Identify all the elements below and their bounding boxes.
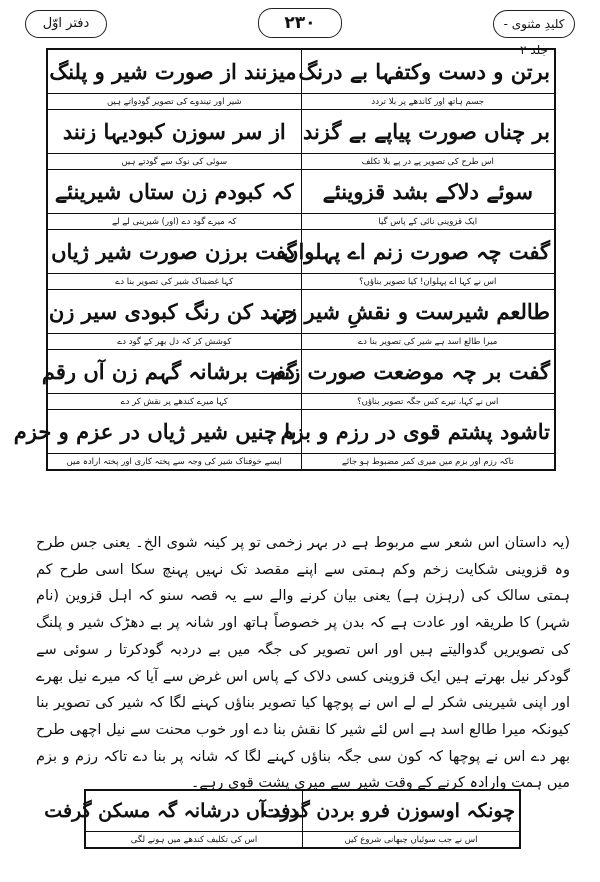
page-header <box>25 8 575 57</box>
verse-right: چونکہ اوسوزن فرو بردن گرفت <box>303 790 521 832</box>
bottom-verse-table <box>44 789 521 849</box>
verse-left: از سر سوزن کبودیہا زنند <box>47 110 301 154</box>
translation-left: شیر اور تیندوے کی تصویر گودواتے ہیں <box>47 94 301 110</box>
translation-right: اس طرح کی تصویر پے در پے بلا تکلف <box>301 154 555 170</box>
verse-left: میزنند از صورت شیر و پلنگ <box>47 49 301 94</box>
translation-left: کہا میرے کندھے پر نقش کر دے <box>47 394 301 410</box>
translation-left: ایسے خوفناک شیر کی وجہ سے پختہ کاری اور پختہ ارادہ میں <box>47 454 301 471</box>
translation-left: کہا غضبناک شیر کی تصویر بنا دے <box>47 274 301 290</box>
verse-table <box>13 48 556 471</box>
verse-right: طالعم شیرست و نقشِ شیر زن <box>301 290 555 334</box>
volume-label: دفتر اوّل <box>25 10 107 38</box>
translation-right: جسم ہاتھ اور کاندھے پر بلا تردد <box>301 94 555 110</box>
book-title: کلیدِ مثنوی - جلد ۲ <box>493 10 575 38</box>
translation-right: اس نے کہا، تیرے کس جگہ تصویر بناؤں؟ <box>301 394 555 410</box>
verse-right: سوئے دلاکے بشد قزوینئے <box>301 170 555 214</box>
translation-left: کوشش کر کہ دل بھر کے گود دے <box>47 334 301 350</box>
verse-right: بر چناں صورت پیاپے بے گزند <box>301 110 555 154</box>
verse-right: تاشود پشتم قوی در رزم و بزم <box>301 410 555 454</box>
translation-right: میرا طالع اسد ہے شیر کی تصویر بنا دے <box>301 334 555 350</box>
translation-left: اس کی تکلیف کندھے میں ہونے لگی <box>85 832 303 849</box>
verse-left: درد آں درشانہ گہ مسکن گرفت <box>85 790 303 832</box>
commentary-text <box>36 530 570 797</box>
verse-left: گفت برشانہ گہم زن آں رقم <box>47 350 301 394</box>
translation-right: اس نے کہا اے پہلوان! کیا تصویر بناؤں؟ <box>301 274 555 290</box>
translation-right: تاکہ رزم اور بزم میں میری کمر مضبوط ہو جائے <box>301 454 555 471</box>
verse-left: کہ کبودم زن ستاں شیرینئے <box>47 170 301 214</box>
verse-left: گفت برزن صورت شیر ژیاں <box>47 230 301 274</box>
page-number: ۲۳۰ <box>258 8 342 38</box>
translation-right: ایک قزوینی نائی کے پاس گیا <box>301 214 555 230</box>
verse-left: جہد کن رنگ کبودی سیر زن <box>47 290 301 334</box>
translation-right: اس نے جب سوئیاں چبھانی شروع کیں <box>303 832 521 849</box>
verse-left: با چنیں شیر ژیاں در عزم و حزم <box>47 410 301 454</box>
translation-left: کہ میرے گود دے (اور) شیرینی لے لے <box>47 214 301 230</box>
translation-left: سوئی کی نوک سے گودتے ہیں <box>47 154 301 170</box>
verse-right: گفت بر چہ موضعت صورت زنم <box>301 350 555 394</box>
verse-right: برتن و دست وکتفہا بے درنگ <box>301 49 555 94</box>
commentary-paragraph: (یہ داستان اس شعر سے مربوط ہے در بہر زخمی تو پر کینہ شوی الخ۔ یعنی جس طرح وہ قزوینی شکایت زخم وکم ہمتی سے اپنے مقصد تک نہیں پہنچ سکا اسی طرح کم ہمتی سالک کی (رہزن ہے) یعنی بیان کرنے والے سے یہ قصہ سنو کہ اہل قزوین (نام شہر) کا طریقہ اور عادت ہے کہ بدن پر خصوصاً ہاتھ اور شانہ پر بے دھڑک شیر و پلنگ کی تصویریں گدوالیتے ہیں اور اس تصویر کی جگہ میں بے دردبہ گودکرتا ر سوئی سے گودکر نیل بھرتے ہیں ایک قزوینی کسی دلاک کے پاس اس غرض سے آیا کہ میرے نیل بھرے اور اپنی شیرینی شکر لے لے اس نے پوچھا کیا تصویر بناؤں کہنے لگا کہ شیر کی تصویر بنا کیونکہ میرا طالع اسد ہے اس لئے شیر کا نقش بنا دے اور خوب محنت سے نیل اچھی طرح بھر دے اس نے پوچھا کہ کون سی جگہ بناؤں کہنے لگا کہ شانہ پر بنا دے تاکہ رزم و بزم میں ہمت وارادہ کرنے کے وقت شیر سے میری پشت قوی رہے۔ <box>36 535 570 792</box>
verse-right: گفت چہ صورت زنم اے پہلواں <box>301 230 555 274</box>
